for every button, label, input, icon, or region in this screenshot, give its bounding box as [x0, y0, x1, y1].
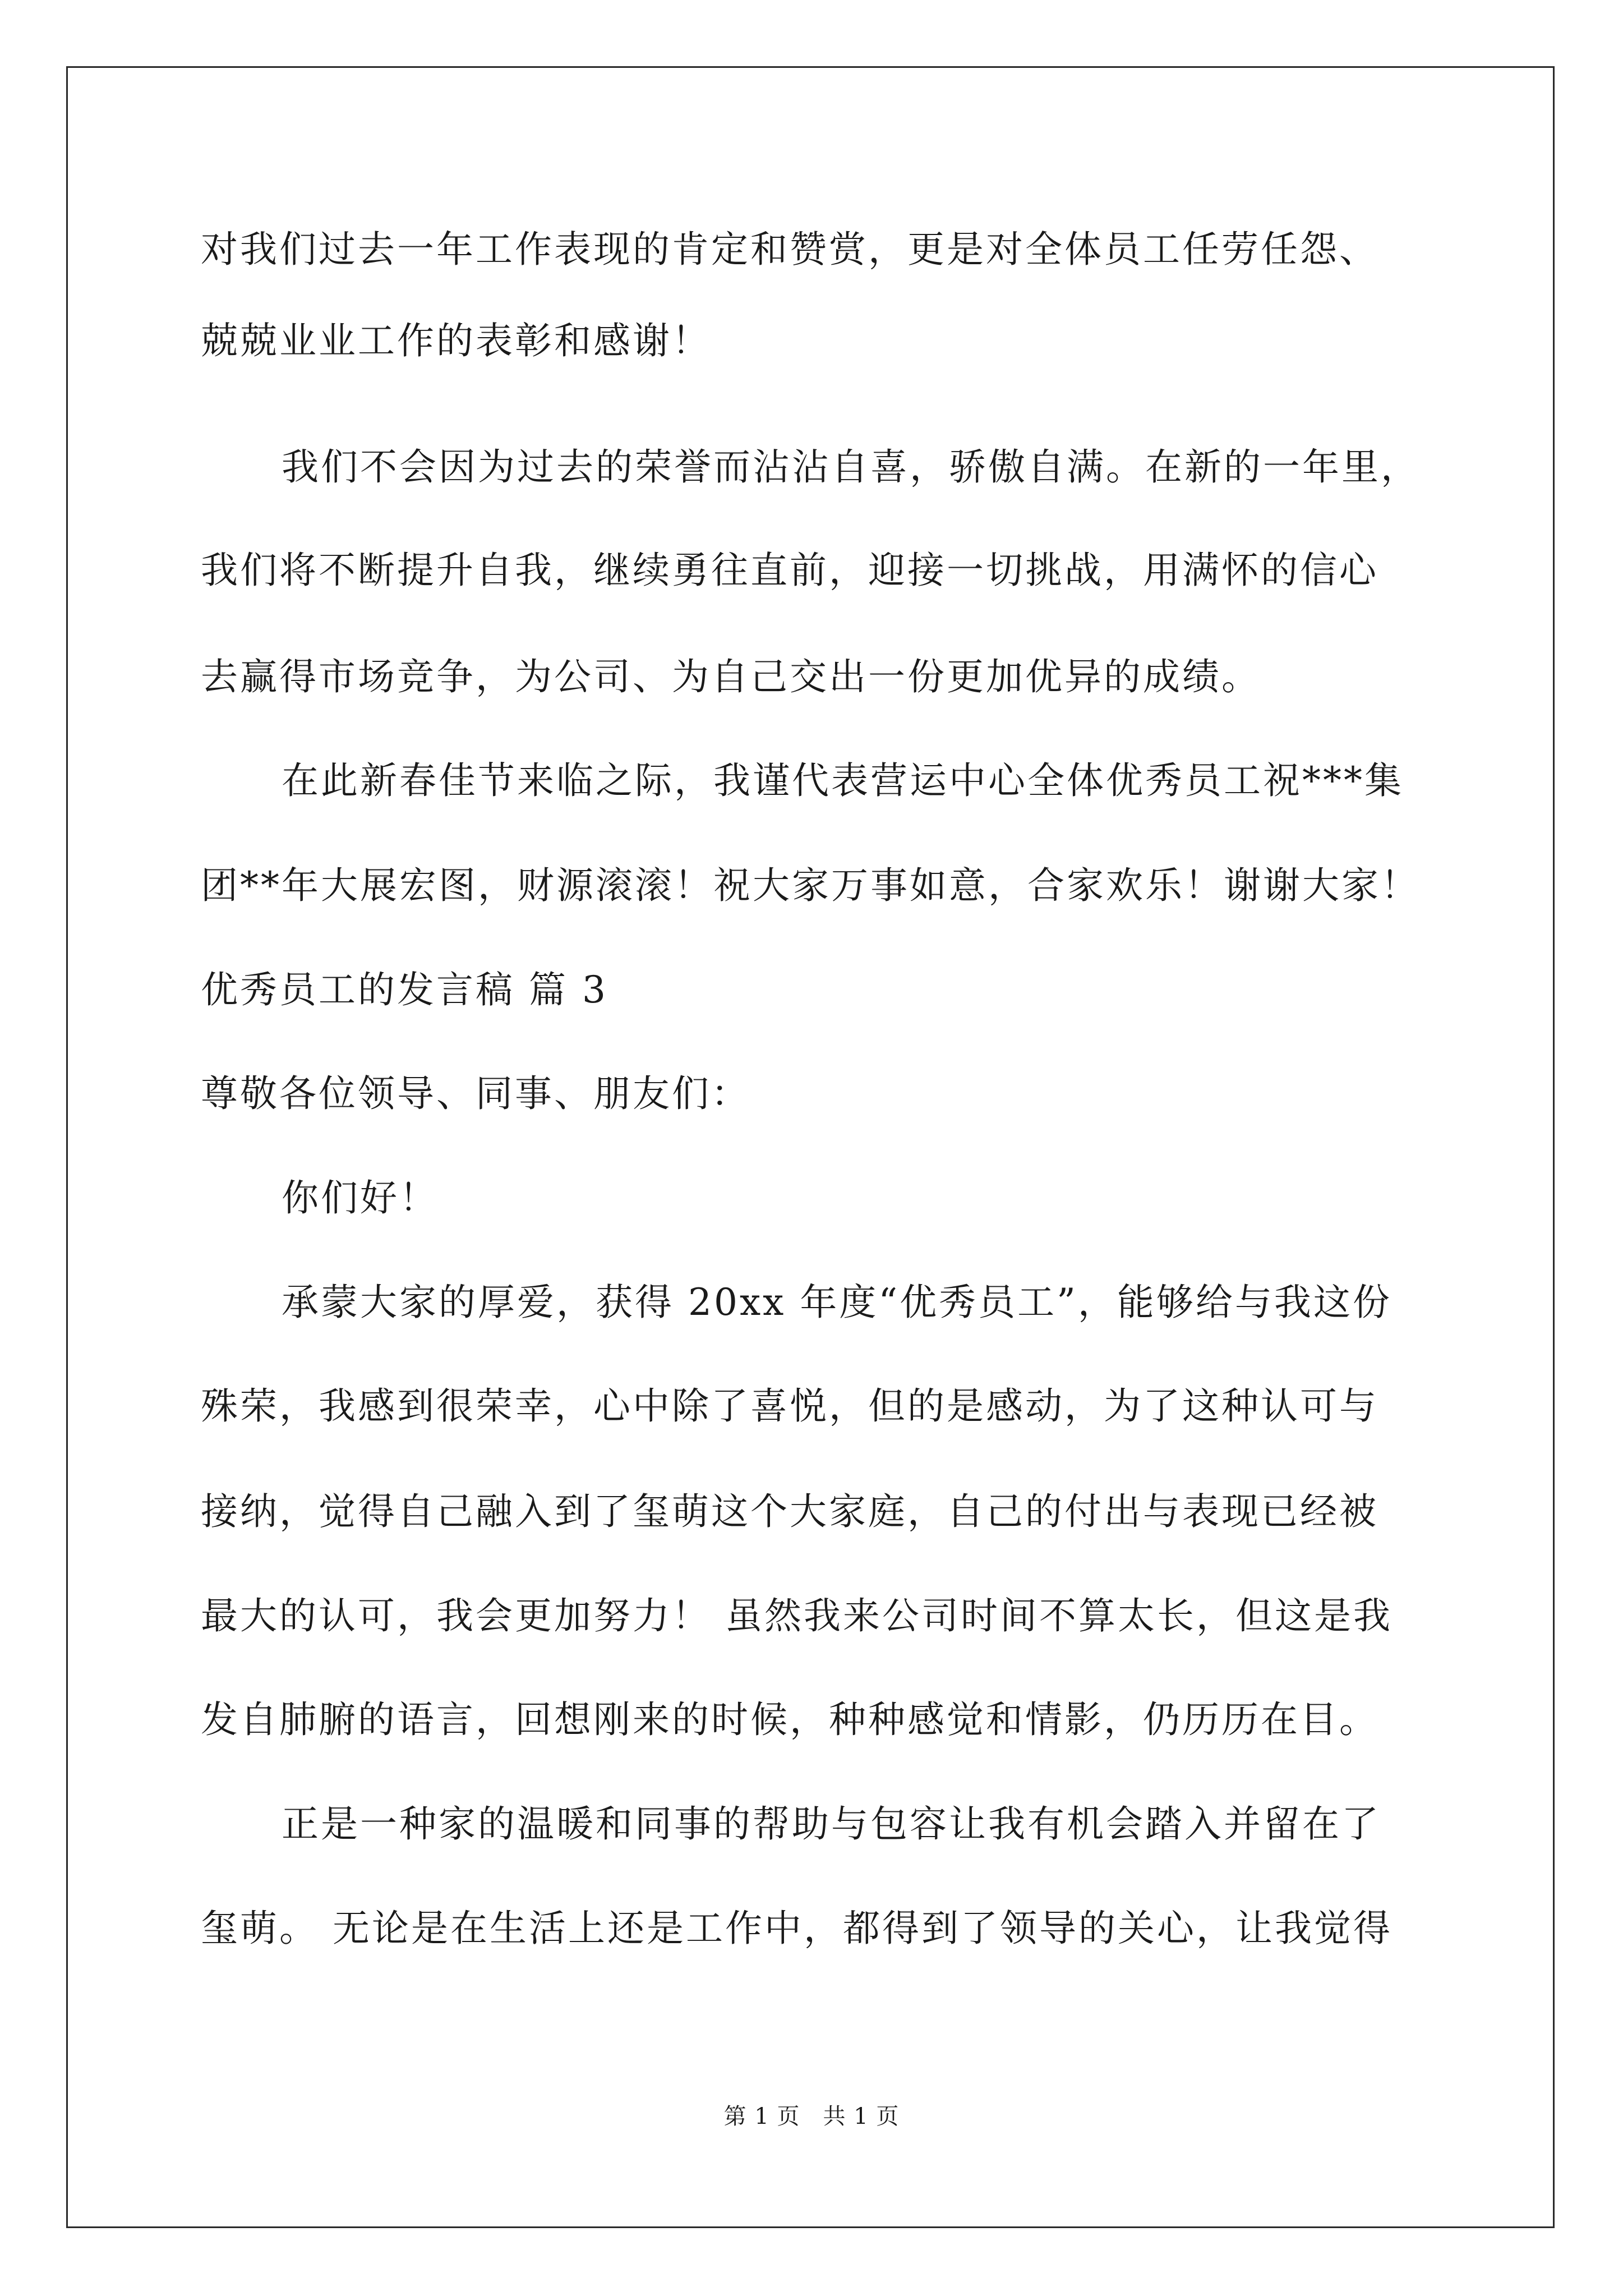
text-line: 团**年大展宏图，财源滚滚！祝大家万事如意，合家欢乐！谢谢大家！ — [201, 864, 1420, 907]
text-line: 接纳，觉得自己融入到了玺萌这个大家庭，自己的付出与表现已经被 — [201, 1490, 1378, 1533]
paragraph-line: 在此新春佳节来临之际，我谨代表营运中心全体优秀员工祝***集 — [282, 759, 1404, 802]
greeting: 你们好！ — [282, 1176, 439, 1220]
section-heading: 优秀员工的发言稿 篇 3 — [201, 968, 608, 1011]
text-line: 兢兢业业工作的表彰和感谢！ — [201, 319, 711, 362]
text-line: 最大的认可，我会更加努力！ 虽然我来公司时间不算太长，但这是我 — [201, 1594, 1393, 1637]
text-line: 我们将不断提升自我，继续勇往直前，迎接一切挑战，用满怀的信心 — [201, 549, 1378, 592]
salutation: 尊敬各位领导、同事、朋友们： — [201, 1072, 750, 1115]
text-line: 对我们过去一年工作表现的肯定和赞赏，更是对全体员工任劳任怨、 — [201, 228, 1378, 271]
text-line: 发自肺腑的语言，回想刚来的时候，种种感觉和情影，仍历历在目。 — [201, 1698, 1378, 1741]
paragraph-line: 我们不会因为过去的荣誉而沾沾自喜，骄傲自满。在新的一年里， — [282, 445, 1420, 489]
paragraph-line: 承蒙大家的厚爱，获得 20xx 年度“优秀员工”，能够给与我这份 — [282, 1281, 1392, 1324]
paragraph-line: 正是一种家的温暖和同事的帮助与包容让我有机会踏入并留在了 — [282, 1802, 1381, 1846]
text-line: 殊荣，我感到很荣幸，心中除了喜悦，但的是感动，为了这种认可与 — [201, 1384, 1378, 1428]
text-line: 玺萌。 无论是在生活上还是工作中，都得到了领导的关心，让我觉得 — [201, 1907, 1393, 1950]
page-border — [66, 66, 1555, 2228]
text-line: 去赢得市场竞争，为公司、为自己交出一份更加优异的成绩。 — [201, 655, 1261, 698]
page-footer: 第 1 页 共 1 页 — [723, 2104, 900, 2129]
